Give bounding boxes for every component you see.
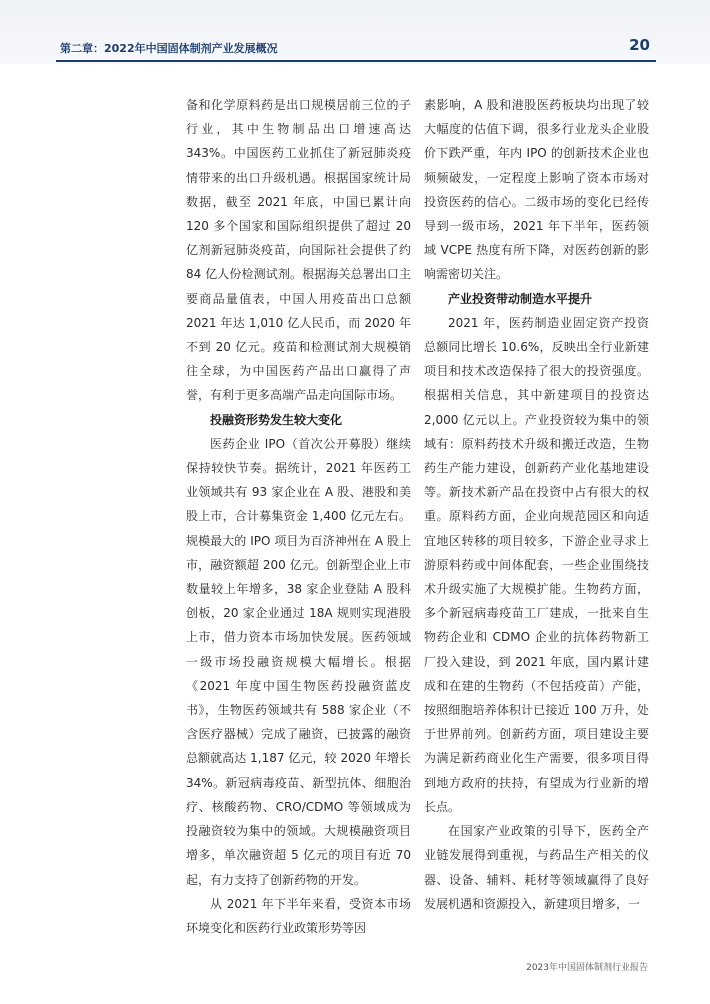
page-header <box>0 0 710 64</box>
left-paragraph-3: 从 2021 年下半年来看，受资本市场环境变化和医药行业政策形势等因 <box>186 896 411 935</box>
chapter-title: 第二章：2022年中国固体制剂产业发展概况 <box>60 42 278 55</box>
right-column <box>424 93 649 916</box>
left-paragraph-1: 备和化学原料药是出口规模居前三位的子行业，其中生物制品出口增速高达 343%。中国医药工业抓住了新冠肺炎疫情带来的出口升级机遇。根据国家统计局数据，截至 2021 年底，中国已累计向 120 多个国家和国际组织提供了超过 20 亿剂新冠肺炎疫苗，向国际社会提供了约 84 亿人份检测试剂。根据海关总署出口主要商品量值表，中国人用疫苗出口总额 2021 年达 1,010 亿人民币，而 2020 年不到 20 亿元。疫苗和检测试剂大规模销往全球，为中国医药产品出口赢得了声誉，有利于更多高端产品走向国际市场。 <box>186 98 411 403</box>
header-divider <box>56 60 656 62</box>
right-paragraph-2: 2021 年，医药制造业固定资产投资总额同比增长 10.6%，反映出全行业新建项目和技术改造保持了很大的投资强度。根据相关信息，其中新建项目的投资达 2,000 亿元以上。产业投资较为集中的领域有：原料药技术升级和搬迁改造，生物药生产能力建设，创新药产业化基地建设等。新技术新产品在投资中占有很大的权重。原料药方面，企业向规范园区和向适宜地区转移的项目较多，下游企业寻求上游原料药或中间体配套，一些企业围绕技术升级实施了大规模扩能。生物药方面，多个新冠病毒疫苗工厂建成，一批来自生物药企业和 CDMO 企业的抗体药物新工厂投入建设，到 2021 年底，国内累计建成和在建的生物药（不包括疫苗）产能，按照细胞培养体积计已接近 100 万升，处于世界前列。创新药方面，项目建设主要为满足新药商业化生产需要，很多项目得到地方政府的扶持，有望成为行业新的增长点。 <box>424 315 649 814</box>
left-paragraph-2: 医药企业 IPO（首次公开募股）继续保持较快节奏。据统计，2021 年医药工业领域共有 93 家企业在 A 股、港股和美股上市，合计募集资金 1,400 亿元左右。规模最大的 IPO 项目为百济神州在 A 股上市，融资额超 200 亿元。创新型企业上市数量较上年增多，38 家企业登陆 A 股科创板，20 家企业通过 18A 规则实现港股上市，借力资本市场加快发展。医药领域一级市场投融资规模大幅增长。根据《2021 年度中国生物医药投融资蓝皮书》，生物医药领域共有 588 家企业（不含医疗器械）完成了融资，已披露的融资总额就高达 1,187 亿元，较 2020 年增长 34%。新冠病毒疫苗、新型抗体、细胞治疗、核酸药物、CRO/CDMO 等领域成为投融资较为集中的领域。大规模融资项目增多，单次融资超 5 亿元的项目有近 70 起，有力支持了创新药物的开发。 <box>186 436 411 887</box>
right-paragraph-1: 素影响，A 股和港股医药板块均出现了较大幅度的估值下调，很多行业龙头企业股价下跌严重，年内 IPO 的创新技术企业也频频破发，一定程度上影响了资本市场对投资医药的信心。二级市场的变化已经传导到一级市场，2021 年下半年，医药领域 VCPE 热度有所下降，对医药创新的影响需密切关注。 <box>424 98 649 282</box>
left-column <box>186 93 411 940</box>
section-heading-industry-investment: 产业投资带动制造水平提升 <box>448 291 593 306</box>
page-number: 20 <box>629 36 650 54</box>
right-paragraph-3: 在国家产业政策的引导下，医药全产业链发展得到重视，与药品生产相关的仪器、设备、辅料、耗材等领域赢得了良好发展机遇和资源投入，新建项目增多，一 <box>424 824 649 911</box>
section-heading-financing: 投融资形势发生较大变化 <box>210 412 343 427</box>
footer-report-title: 2023年中国固体制剂行业报告 <box>526 963 648 973</box>
